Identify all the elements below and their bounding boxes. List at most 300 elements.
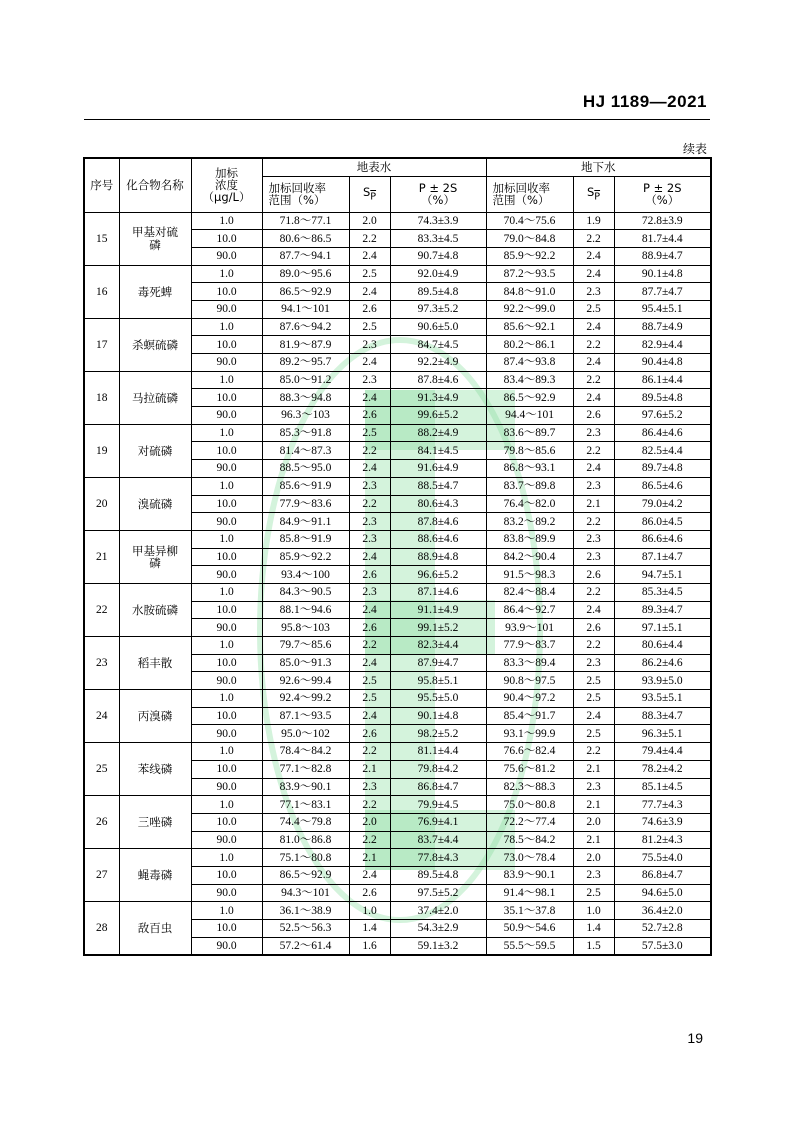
spike-header: 加标 浓度 （μg/L） bbox=[191, 158, 262, 212]
surface-mean-cell: 84.1±4.5 bbox=[390, 442, 486, 460]
surface-range-cell: 87.7～94.1 bbox=[262, 247, 349, 265]
ground-range-cell: 92.2～99.0 bbox=[486, 300, 573, 318]
surface-mean-cell: 88.9±4.8 bbox=[390, 548, 486, 566]
ground-mean-cell: 75.5±4.0 bbox=[614, 849, 711, 867]
compound-number: 22 bbox=[84, 583, 119, 636]
ground-mean-cell: 52.7±2.8 bbox=[614, 920, 711, 938]
surface-range-cell: 85.0～91.3 bbox=[262, 654, 349, 672]
table-row bbox=[84, 212, 711, 230]
spike-conc-cell: 90.0 bbox=[191, 460, 262, 478]
ground-sp-cell: 2.6 bbox=[573, 566, 614, 584]
ground-sp-cell: 2.1 bbox=[573, 760, 614, 778]
ground-sp-cell: 2.6 bbox=[573, 619, 614, 637]
ground-mean-cell: 86.0±4.5 bbox=[614, 513, 711, 531]
ground-mean-cell: 85.3±4.5 bbox=[614, 583, 711, 601]
surface-mean-cell: 87.8±4.6 bbox=[390, 513, 486, 531]
spike-conc-cell: 1.0 bbox=[191, 424, 262, 442]
ground-mean-cell: 81.7±4.4 bbox=[614, 230, 711, 248]
ground-mean-cell: 94.6±5.0 bbox=[614, 884, 711, 902]
ground-sp-cell: 2.5 bbox=[573, 725, 614, 743]
ground-sp-cell: 2.1 bbox=[573, 796, 614, 814]
surface-sp-cell: 2.0 bbox=[349, 212, 390, 230]
ground-range-cell: 75.6～81.2 bbox=[486, 760, 573, 778]
surface-sp-cell: 2.6 bbox=[349, 725, 390, 743]
ground-mean-cell: 86.2±4.6 bbox=[614, 654, 711, 672]
surface-sp-cell: 2.2 bbox=[349, 637, 390, 655]
surface-range-cell: 84.9～91.1 bbox=[262, 513, 349, 531]
surface-sp-cell: 2.6 bbox=[349, 884, 390, 902]
header-rule bbox=[84, 119, 710, 120]
table-row bbox=[84, 902, 711, 920]
surface-mean-cell: 91.3±4.9 bbox=[390, 389, 486, 407]
surface-sp-cell: 2.4 bbox=[349, 247, 390, 265]
compound-name: 三唑磷 bbox=[119, 796, 191, 849]
spike-conc-cell: 1.0 bbox=[191, 212, 262, 230]
ground-mean-cell: 87.1±4.7 bbox=[614, 548, 711, 566]
ground-range-cell: 83.4～89.3 bbox=[486, 371, 573, 389]
spike-conc-cell: 90.0 bbox=[191, 566, 262, 584]
surface-range-cell: 52.5～56.3 bbox=[262, 920, 349, 938]
spike-conc-cell: 10.0 bbox=[191, 548, 262, 566]
surface-sp-cell: 2.4 bbox=[349, 601, 390, 619]
ground-range-cell: 83.6～89.7 bbox=[486, 424, 573, 442]
spike-conc-cell: 1.0 bbox=[191, 902, 262, 920]
ground-sp-cell: 2.3 bbox=[573, 477, 614, 495]
ground-mean-cell: 86.1±4.4 bbox=[614, 371, 711, 389]
surface-sp-cell: 2.3 bbox=[349, 530, 390, 548]
spike-conc-cell: 1.0 bbox=[191, 796, 262, 814]
surface-range-cell: 78.4～84.2 bbox=[262, 743, 349, 761]
spike-conc-cell: 1.0 bbox=[191, 690, 262, 708]
ground-sp-cell: 2.2 bbox=[573, 371, 614, 389]
ground-mean-cell: 86.6±4.6 bbox=[614, 530, 711, 548]
spike-conc-cell: 1.0 bbox=[191, 265, 262, 283]
spike-conc-cell: 90.0 bbox=[191, 513, 262, 531]
ground-mean-cell: 90.1±4.8 bbox=[614, 265, 711, 283]
table-row bbox=[84, 265, 711, 283]
table-row bbox=[84, 796, 711, 814]
surface-range-cell: 92.4～99.2 bbox=[262, 690, 349, 708]
surface-mean-cell: 88.6±4.6 bbox=[390, 530, 486, 548]
surface-range-cell: 87.6～94.2 bbox=[262, 318, 349, 336]
ground-sp-cell: 1.9 bbox=[573, 212, 614, 230]
ground-range-cell: 86.4～92.7 bbox=[486, 601, 573, 619]
ground-mean-cell: 95.4±5.1 bbox=[614, 300, 711, 318]
spike-conc-cell: 10.0 bbox=[191, 442, 262, 460]
ground-sp-cell: 2.4 bbox=[573, 707, 614, 725]
ground-range-cell: 82.3～88.3 bbox=[486, 778, 573, 796]
ground-range-cell: 75.0～80.8 bbox=[486, 796, 573, 814]
surface-range-cell: 79.7～85.6 bbox=[262, 637, 349, 655]
surface-range-cell: 94.1～101 bbox=[262, 300, 349, 318]
spike-conc-cell: 1.0 bbox=[191, 743, 262, 761]
compound-number: 21 bbox=[84, 530, 119, 583]
surface-range-cell: 71.8～77.1 bbox=[262, 212, 349, 230]
ground-sp-cell: 2.1 bbox=[573, 831, 614, 849]
surface-sp-cell: 2.5 bbox=[349, 318, 390, 336]
ground-range-cell: 72.2～77.4 bbox=[486, 813, 573, 831]
surface-mean-cell: 92.2±4.9 bbox=[390, 354, 486, 372]
spike-conc-cell: 10.0 bbox=[191, 760, 262, 778]
surface-range-cell: 85.8～91.9 bbox=[262, 530, 349, 548]
surface-mean-cell: 95.8±5.1 bbox=[390, 672, 486, 690]
surface-sp-cell: 2.2 bbox=[349, 796, 390, 814]
ground-sp-cell: 2.5 bbox=[573, 300, 614, 318]
spike-conc-cell: 1.0 bbox=[191, 318, 262, 336]
surface-sp-cell: 2.3 bbox=[349, 778, 390, 796]
ground-water-header: 地下水 bbox=[486, 158, 711, 176]
surface-sp-cell: 2.2 bbox=[349, 442, 390, 460]
surface-mean-cell: 96.6±5.2 bbox=[390, 566, 486, 584]
surface-mean-cell: 90.7±4.8 bbox=[390, 247, 486, 265]
surface-sp-cell: 2.5 bbox=[349, 690, 390, 708]
surface-mean-cell: 90.1±4.8 bbox=[390, 707, 486, 725]
surface-sp-cell: 2.1 bbox=[349, 760, 390, 778]
ground-sp-cell: 2.3 bbox=[573, 654, 614, 672]
ground-sp-cell: 2.6 bbox=[573, 407, 614, 425]
spike-conc-cell: 90.0 bbox=[191, 725, 262, 743]
surface-sp-cell: 2.4 bbox=[349, 866, 390, 884]
ground-mean-cell: 86.5±4.6 bbox=[614, 477, 711, 495]
ground-sp-cell: 2.4 bbox=[573, 601, 614, 619]
ground-range-cell: 76.6～82.4 bbox=[486, 743, 573, 761]
ground-range-header: 加标回收率 范围（%） bbox=[486, 176, 573, 212]
surface-range-cell: 85.9～92.2 bbox=[262, 548, 349, 566]
spike-conc-cell: 1.0 bbox=[191, 849, 262, 867]
ground-sp-cell: 2.3 bbox=[573, 548, 614, 566]
ground-sp-cell: 2.4 bbox=[573, 318, 614, 336]
ground-sp-cell: 2.0 bbox=[573, 813, 614, 831]
compound-name: 对硫磷 bbox=[119, 424, 191, 477]
ground-range-cell: 76.4～82.0 bbox=[486, 495, 573, 513]
table-row bbox=[84, 849, 711, 867]
compound-header: 化合物名称 bbox=[119, 158, 191, 212]
ground-mean-cell: 86.8±4.7 bbox=[614, 866, 711, 884]
surface-sp-cell: 2.6 bbox=[349, 619, 390, 637]
ground-range-cell: 91.5～98.3 bbox=[486, 566, 573, 584]
compound-name: 稻丰散 bbox=[119, 637, 191, 690]
surface-range-header: 加标回收率 范围（%） bbox=[262, 176, 349, 212]
surface-sp-cell: 2.4 bbox=[349, 460, 390, 478]
surface-range-cell: 88.5～95.0 bbox=[262, 460, 349, 478]
surface-mean-cell: 97.5±5.2 bbox=[390, 884, 486, 902]
spike-conc-cell: 10.0 bbox=[191, 866, 262, 884]
ground-sp-cell: 2.4 bbox=[573, 389, 614, 407]
compound-number: 16 bbox=[84, 265, 119, 318]
surface-mean-cell: 95.5±5.0 bbox=[390, 690, 486, 708]
surface-range-cell: 89.2～95.7 bbox=[262, 354, 349, 372]
continuation-label: 续表 bbox=[682, 142, 707, 156]
surface-range-cell: 93.4～100 bbox=[262, 566, 349, 584]
ground-sp-cell: 2.1 bbox=[573, 495, 614, 513]
compound-number: 15 bbox=[84, 212, 119, 265]
spike-conc-cell: 10.0 bbox=[191, 813, 262, 831]
compound-number: 27 bbox=[84, 849, 119, 902]
ground-mean-cell: 96.3±5.1 bbox=[614, 725, 711, 743]
surface-mean-cell: 92.0±4.9 bbox=[390, 265, 486, 283]
surface-mean-cell: 84.7±4.5 bbox=[390, 336, 486, 354]
spike-conc-cell: 1.0 bbox=[191, 371, 262, 389]
surface-mean-cell: 82.3±4.4 bbox=[390, 637, 486, 655]
surface-mean-cell: 86.8±4.7 bbox=[390, 778, 486, 796]
ground-sp-cell: 2.2 bbox=[573, 637, 614, 655]
spike-conc-cell: 1.0 bbox=[191, 637, 262, 655]
spike-conc-cell: 90.0 bbox=[191, 619, 262, 637]
surface-range-cell: 77.1～82.8 bbox=[262, 760, 349, 778]
spike-conc-cell: 90.0 bbox=[191, 831, 262, 849]
ground-mean-cell: 78.2±4.2 bbox=[614, 760, 711, 778]
seq-header: 序号 bbox=[84, 158, 119, 212]
table-row bbox=[84, 530, 711, 548]
ground-mean-cell: 36.4±2.0 bbox=[614, 902, 711, 920]
ground-range-cell: 87.4～93.8 bbox=[486, 354, 573, 372]
ground-range-cell: 80.2～86.1 bbox=[486, 336, 573, 354]
surface-mean-cell: 83.3±4.5 bbox=[390, 230, 486, 248]
compound-name: 水胺硫磷 bbox=[119, 583, 191, 636]
surface-mean-cell: 88.2±4.9 bbox=[390, 424, 486, 442]
surface-sp-cell: 2.6 bbox=[349, 300, 390, 318]
ground-sp-cell: 2.3 bbox=[573, 530, 614, 548]
surface-mean-cell: 91.1±4.9 bbox=[390, 601, 486, 619]
ground-range-cell: 83.8～89.9 bbox=[486, 530, 573, 548]
ground-range-cell: 85.9～92.2 bbox=[486, 247, 573, 265]
ground-mean-cell: 74.6±3.9 bbox=[614, 813, 711, 831]
surface-mean-cell: 74.3±3.9 bbox=[390, 212, 486, 230]
surface-sp-cell: 2.6 bbox=[349, 407, 390, 425]
surface-mean-cell: 37.4±2.0 bbox=[390, 902, 486, 920]
surface-range-cell: 94.3～101 bbox=[262, 884, 349, 902]
ground-range-cell: 55.5～59.5 bbox=[486, 937, 573, 955]
ground-range-cell: 70.4～75.6 bbox=[486, 212, 573, 230]
ground-mean-cell: 97.6±5.2 bbox=[614, 407, 711, 425]
compound-name: 甲基对硫磷 bbox=[119, 212, 191, 265]
surface-water-header: 地表水 bbox=[262, 158, 486, 176]
ground-range-cell: 93.9～101 bbox=[486, 619, 573, 637]
recovery-table bbox=[83, 157, 712, 956]
surface-range-cell: 80.6～86.5 bbox=[262, 230, 349, 248]
ground-sp-cell: 2.2 bbox=[573, 442, 614, 460]
ground-mean-cell: 89.5±4.8 bbox=[614, 389, 711, 407]
ground-sp-cell: 2.5 bbox=[573, 690, 614, 708]
ground-mean-cell: 85.1±4.5 bbox=[614, 778, 711, 796]
compound-number: 23 bbox=[84, 637, 119, 690]
ground-sp-cell: 2.2 bbox=[573, 336, 614, 354]
surface-sp-cell: 2.4 bbox=[349, 548, 390, 566]
ground-mean-cell: 79.0±4.2 bbox=[614, 495, 711, 513]
surface-mean-cell: 79.8±4.2 bbox=[390, 760, 486, 778]
surface-range-cell: 81.0～86.8 bbox=[262, 831, 349, 849]
ground-range-cell: 94.4～101 bbox=[486, 407, 573, 425]
ground-range-cell: 84.2～90.4 bbox=[486, 548, 573, 566]
ground-sp-cell: 2.4 bbox=[573, 460, 614, 478]
surface-sp-cell: 2.3 bbox=[349, 513, 390, 531]
compound-name: 敌百虫 bbox=[119, 902, 191, 955]
ground-mean-cell: 94.7±5.1 bbox=[614, 566, 711, 584]
surface-sp-cell: 2.3 bbox=[349, 477, 390, 495]
surface-sp-cell: 1.4 bbox=[349, 920, 390, 938]
surface-range-cell: 57.2～61.4 bbox=[262, 937, 349, 955]
ground-sp-cell: 1.5 bbox=[573, 937, 614, 955]
surface-sp-cell: 2.4 bbox=[349, 707, 390, 725]
ground-sp-cell: 2.5 bbox=[573, 672, 614, 690]
surface-mean-cell: 76.9±4.1 bbox=[390, 813, 486, 831]
ground-range-cell: 93.1～99.9 bbox=[486, 725, 573, 743]
surface-mean-cell: 98.2±5.2 bbox=[390, 725, 486, 743]
surface-sp-cell: 1.6 bbox=[349, 937, 390, 955]
surface-mean-cell: 79.9±4.5 bbox=[390, 796, 486, 814]
spike-conc-cell: 10.0 bbox=[191, 389, 262, 407]
surface-mean-cell: 59.1±3.2 bbox=[390, 937, 486, 955]
surface-mean-cell: 87.8±4.6 bbox=[390, 371, 486, 389]
ground-range-cell: 91.4～98.1 bbox=[486, 884, 573, 902]
surface-range-cell: 86.5～92.9 bbox=[262, 866, 349, 884]
surface-sp-cell: 2.0 bbox=[349, 813, 390, 831]
ground-range-cell: 83.7～89.8 bbox=[486, 477, 573, 495]
compound-number: 20 bbox=[84, 477, 119, 530]
spike-conc-cell: 10.0 bbox=[191, 601, 262, 619]
ground-sp-cell: 1.0 bbox=[573, 902, 614, 920]
surface-mean-cell: 80.6±4.3 bbox=[390, 495, 486, 513]
table-row bbox=[84, 743, 711, 761]
surface-sp-cell: 2.3 bbox=[349, 583, 390, 601]
surface-mean-cell: 89.5±4.8 bbox=[390, 283, 486, 301]
ground-mean-cell: 93.5±5.1 bbox=[614, 690, 711, 708]
compound-name: 甲基异柳磷 bbox=[119, 530, 191, 583]
standard-code: HJ 1189—2021 bbox=[582, 92, 707, 111]
spike-conc-cell: 90.0 bbox=[191, 778, 262, 796]
ground-range-cell: 50.9～54.6 bbox=[486, 920, 573, 938]
surface-mean-cell: 83.7±4.4 bbox=[390, 831, 486, 849]
surface-mean-cell: 87.9±4.7 bbox=[390, 654, 486, 672]
page-number: 19 bbox=[687, 1030, 703, 1046]
surface-range-cell: 75.1～80.8 bbox=[262, 849, 349, 867]
ground-mean-cell: 88.3±4.7 bbox=[614, 707, 711, 725]
ground-sp-header: $S_{\overline{P}}$ bbox=[573, 176, 614, 212]
table-row bbox=[84, 424, 711, 442]
ground-range-cell: 78.5～84.2 bbox=[486, 831, 573, 849]
spike-conc-cell: 10.0 bbox=[191, 654, 262, 672]
ground-range-cell: 79.0～84.8 bbox=[486, 230, 573, 248]
ground-range-cell: 73.0～78.4 bbox=[486, 849, 573, 867]
spike-conc-cell: 90.0 bbox=[191, 247, 262, 265]
ground-sp-cell: 2.3 bbox=[573, 778, 614, 796]
surface-range-cell: 87.1～93.5 bbox=[262, 707, 349, 725]
ground-range-cell: 86.5～92.9 bbox=[486, 389, 573, 407]
compound-name: 蝇毒磷 bbox=[119, 849, 191, 902]
surface-range-cell: 81.4～87.3 bbox=[262, 442, 349, 460]
spike-conc-cell: 10.0 bbox=[191, 707, 262, 725]
surface-mean-cell: 99.1±5.2 bbox=[390, 619, 486, 637]
ground-sp-cell: 2.2 bbox=[573, 743, 614, 761]
surface-sp-cell: 2.6 bbox=[349, 566, 390, 584]
ground-range-cell: 83.3～89.4 bbox=[486, 654, 573, 672]
spike-conc-cell: 90.0 bbox=[191, 354, 262, 372]
surface-range-cell: 92.6～99.4 bbox=[262, 672, 349, 690]
spike-conc-cell: 10.0 bbox=[191, 283, 262, 301]
ground-mean-cell: 81.2±4.3 bbox=[614, 831, 711, 849]
surface-range-cell: 85.6～91.9 bbox=[262, 477, 349, 495]
spike-conc-cell: 90.0 bbox=[191, 300, 262, 318]
ground-sp-cell: 2.4 bbox=[573, 265, 614, 283]
compound-number: 28 bbox=[84, 902, 119, 955]
spike-conc-cell: 90.0 bbox=[191, 672, 262, 690]
compound-name: 丙溴磷 bbox=[119, 690, 191, 743]
ground-range-cell: 90.8～97.5 bbox=[486, 672, 573, 690]
ground-range-cell: 35.1～37.8 bbox=[486, 902, 573, 920]
ground-mean-cell: 72.8±3.9 bbox=[614, 212, 711, 230]
surface-sp-cell: 2.5 bbox=[349, 265, 390, 283]
spike-conc-cell: 90.0 bbox=[191, 937, 262, 955]
ground-sp-cell: 2.5 bbox=[573, 884, 614, 902]
surface-mean-cell: 97.3±5.2 bbox=[390, 300, 486, 318]
surface-range-cell: 74.4～79.8 bbox=[262, 813, 349, 831]
compound-name: 溴硫磷 bbox=[119, 477, 191, 530]
surface-sp-cell: 2.5 bbox=[349, 424, 390, 442]
surface-range-cell: 84.3～90.5 bbox=[262, 583, 349, 601]
surface-mean-cell: 91.6±4.9 bbox=[390, 460, 486, 478]
compound-number: 25 bbox=[84, 743, 119, 796]
ground-sp-cell: 2.2 bbox=[573, 513, 614, 531]
ground-sp-cell: 2.2 bbox=[573, 230, 614, 248]
ground-range-cell: 82.4～88.4 bbox=[486, 583, 573, 601]
spike-conc-cell: 90.0 bbox=[191, 884, 262, 902]
surface-range-cell: 81.9～87.9 bbox=[262, 336, 349, 354]
surface-sp-cell: 2.4 bbox=[349, 654, 390, 672]
ground-mean-cell: 79.4±4.4 bbox=[614, 743, 711, 761]
compound-number: 26 bbox=[84, 796, 119, 849]
surface-range-cell: 95.0～102 bbox=[262, 725, 349, 743]
spike-conc-cell: 10.0 bbox=[191, 920, 262, 938]
surface-mean-cell: 99.6±5.2 bbox=[390, 407, 486, 425]
ground-mean-cell: 80.6±4.4 bbox=[614, 637, 711, 655]
ground-sp-cell: 2.3 bbox=[573, 866, 614, 884]
spike-conc-cell: 1.0 bbox=[191, 530, 262, 548]
surface-sp-cell: 1.0 bbox=[349, 902, 390, 920]
compound-name: 苯线磷 bbox=[119, 743, 191, 796]
ground-range-cell: 85.6～92.1 bbox=[486, 318, 573, 336]
surface-range-cell: 85.3～91.8 bbox=[262, 424, 349, 442]
ground-range-cell: 79.8～85.6 bbox=[486, 442, 573, 460]
ground-range-cell: 84.8～91.0 bbox=[486, 283, 573, 301]
ground-range-cell: 83.9～90.1 bbox=[486, 866, 573, 884]
compound-name: 杀螟硫磷 bbox=[119, 318, 191, 371]
surface-sp-cell: 2.2 bbox=[349, 230, 390, 248]
surface-sp-cell: 2.2 bbox=[349, 495, 390, 513]
ground-sp-cell: 2.4 bbox=[573, 354, 614, 372]
compound-number: 24 bbox=[84, 690, 119, 743]
table-row bbox=[84, 371, 711, 389]
spike-conc-cell: 1.0 bbox=[191, 477, 262, 495]
ground-mean-cell: 97.1±5.1 bbox=[614, 619, 711, 637]
spike-conc-cell: 1.0 bbox=[191, 583, 262, 601]
surface-range-cell: 95.8～103 bbox=[262, 619, 349, 637]
table-row bbox=[84, 583, 711, 601]
ground-mean-cell: 89.7±4.8 bbox=[614, 460, 711, 478]
surface-range-cell: 88.3～94.8 bbox=[262, 389, 349, 407]
surface-mean-cell: 89.5±4.8 bbox=[390, 866, 486, 884]
surface-sp-cell: 2.2 bbox=[349, 831, 390, 849]
surface-range-cell: 88.1～94.6 bbox=[262, 601, 349, 619]
table-row bbox=[84, 477, 711, 495]
surface-mean-cell: 77.8±4.3 bbox=[390, 849, 486, 867]
surface-range-cell: 77.9～83.6 bbox=[262, 495, 349, 513]
surface-sp-cell: 2.4 bbox=[349, 354, 390, 372]
compound-number: 19 bbox=[84, 424, 119, 477]
surface-range-cell: 96.3～103 bbox=[262, 407, 349, 425]
surface-range-cell: 86.5～92.9 bbox=[262, 283, 349, 301]
spike-conc-cell: 10.0 bbox=[191, 495, 262, 513]
ground-mean-cell: 77.7±4.3 bbox=[614, 796, 711, 814]
